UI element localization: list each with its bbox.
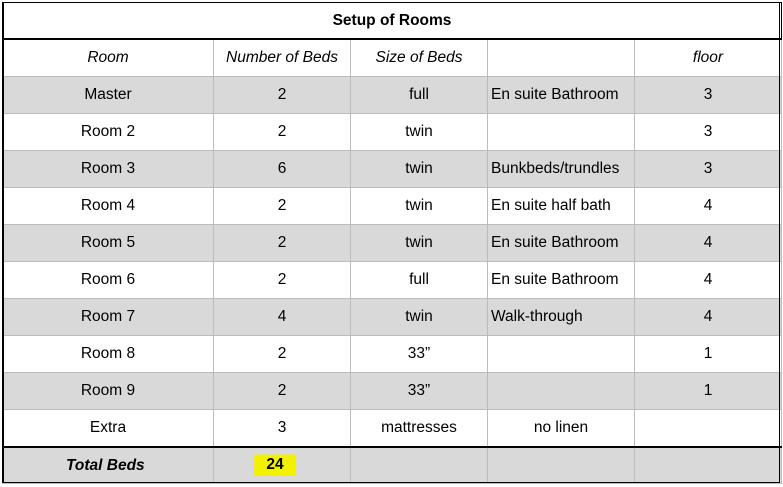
floor-cell[interactable]: 3: [635, 77, 782, 114]
beds-cell[interactable]: 6: [214, 151, 351, 188]
floor-cell[interactable]: 4: [635, 299, 782, 336]
size-cell[interactable]: mattresses: [351, 410, 488, 448]
table-row: [3, 114, 782, 151]
floor-cell[interactable]: 4: [635, 188, 782, 225]
header-floor[interactable]: floor: [635, 39, 782, 77]
header-size-of-beds[interactable]: Size of Beds: [351, 39, 488, 77]
beds-cell[interactable]: 2: [214, 77, 351, 114]
beds-cell[interactable]: 4: [214, 299, 351, 336]
table-row: [3, 188, 782, 225]
size-cell[interactable]: twin: [351, 114, 488, 151]
floor-cell[interactable]: 4: [635, 262, 782, 299]
total-value: 24: [254, 455, 295, 476]
note-cell[interactable]: En suite Bathroom: [488, 77, 635, 114]
size-cell[interactable]: full: [351, 262, 488, 299]
table-row: [3, 262, 782, 299]
note-cell[interactable]: [488, 336, 635, 373]
beds-cell[interactable]: 2: [214, 262, 351, 299]
room-cell[interactable]: Room 2: [3, 114, 214, 151]
table-row: [3, 225, 782, 262]
floor-cell[interactable]: 3: [635, 151, 782, 188]
room-cell[interactable]: Room 6: [3, 262, 214, 299]
beds-cell[interactable]: 2: [214, 114, 351, 151]
size-cell[interactable]: twin: [351, 188, 488, 225]
size-cell[interactable]: twin: [351, 225, 488, 262]
note-cell[interactable]: En suite Bathroom: [488, 262, 635, 299]
note-cell[interactable]: no linen: [488, 410, 635, 448]
note-cell[interactable]: En suite half bath: [488, 188, 635, 225]
room-cell[interactable]: Room 7: [3, 299, 214, 336]
beds-cell[interactable]: 2: [214, 336, 351, 373]
total-value-cell[interactable]: [214, 447, 351, 484]
rooms-table: [2, 2, 782, 484]
table-row: [3, 336, 782, 373]
total-row: [3, 447, 782, 484]
room-cell[interactable]: Room 9: [3, 373, 214, 410]
total-label[interactable]: Total Beds: [3, 447, 214, 484]
table-row: [3, 410, 782, 448]
beds-cell[interactable]: 2: [214, 225, 351, 262]
floor-cell[interactable]: 1: [635, 373, 782, 410]
header-row: [3, 39, 782, 77]
size-cell[interactable]: twin: [351, 151, 488, 188]
size-cell[interactable]: twin: [351, 299, 488, 336]
header-notes[interactable]: [488, 39, 635, 77]
table-row: [3, 373, 782, 410]
room-cell[interactable]: Room 3: [3, 151, 214, 188]
size-cell[interactable]: 33”: [351, 373, 488, 410]
header-number-of-beds[interactable]: Number of Beds: [214, 39, 351, 77]
note-cell[interactable]: Bunkbeds/trundles: [488, 151, 635, 188]
floor-cell[interactable]: 3: [635, 114, 782, 151]
header-room[interactable]: Room: [3, 39, 214, 77]
beds-cell[interactable]: 2: [214, 188, 351, 225]
room-cell[interactable]: Room 5: [3, 225, 214, 262]
table-row: [3, 299, 782, 336]
room-cell[interactable]: Room 4: [3, 188, 214, 225]
empty-cell[interactable]: [488, 447, 635, 484]
beds-cell[interactable]: 2: [214, 373, 351, 410]
size-cell[interactable]: full: [351, 77, 488, 114]
table-title[interactable]: Setup of Rooms: [3, 3, 782, 40]
empty-cell[interactable]: [635, 447, 782, 484]
table-row: [3, 77, 782, 114]
floor-cell[interactable]: 4: [635, 225, 782, 262]
title-row: [3, 3, 782, 40]
note-cell[interactable]: [488, 373, 635, 410]
room-cell[interactable]: Master: [3, 77, 214, 114]
floor-cell[interactable]: [635, 410, 782, 448]
note-cell[interactable]: Walk-through: [488, 299, 635, 336]
table-row: [3, 151, 782, 188]
beds-cell[interactable]: 3: [214, 410, 351, 448]
note-cell[interactable]: En suite Bathroom: [488, 225, 635, 262]
empty-cell[interactable]: [351, 447, 488, 484]
room-cell[interactable]: Extra: [3, 410, 214, 448]
floor-cell[interactable]: 1: [635, 336, 782, 373]
room-cell[interactable]: Room 8: [3, 336, 214, 373]
note-cell[interactable]: [488, 114, 635, 151]
size-cell[interactable]: 33”: [351, 336, 488, 373]
